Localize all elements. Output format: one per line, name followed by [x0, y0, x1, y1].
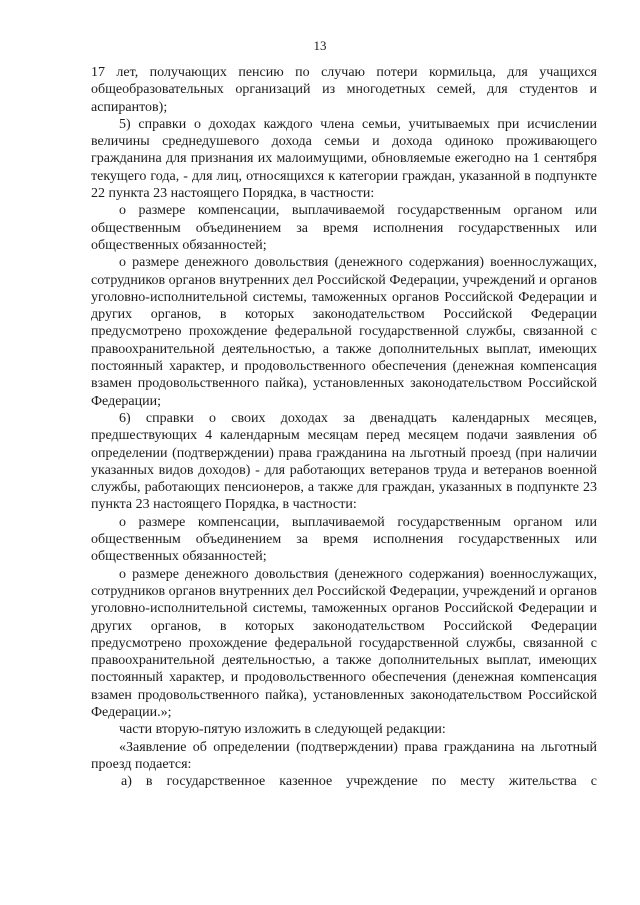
paragraph-compensation-1: о размере компенсации, выплачиваемой государственным органом или общественным объединением за время исполнения государственных или общественных обязанностей; [91, 203, 597, 253]
paragraph-compensation-2: о размере компенсации, выплачиваемой государственным органом или общественным объединением за время исполнения государственных или общественных обязанностей; [91, 514, 597, 565]
paragraph-item-6: 6) справки о своих доходах за двенадцать календарных месяцев, предшествующих 4 календарным месяцам перед месяцем подачи заявления об определении (подтверждении) права гражданина на льготный проезд (при наличии указанных видов доходов) - для работающих ветеранов труда и ветеранов военной службы, работающих пенсионеров, а также для граждан, указанных в подпункте 23 пункта 23 настоящего Порядка, в частности: [91, 410, 597, 513]
paragraph-application-clause: «Заявление об определении (подтверждении) права гражданина на льготный проезд подается: [91, 739, 597, 772]
document-body [91, 64, 597, 790]
paragraph-amendment-intro: части вторую-пятую изложить в следующей редакции: [119, 722, 446, 738]
paragraph-continuation: 17 лет, получающих пенсию по случаю потери кормильца, для учащихся общеобразовательных организаций из многодетных семей, для студентов и аспирантов); [91, 65, 597, 115]
page-number: 13 [313, 38, 327, 53]
paragraph-allowance-2: о размере денежного довольствия (денежного содержания) военнослужащих, сотрудников органов внутренних дел Российской Федерации, учреждений и органов уголовно-исполнительной системы, таможенных органов Российской Федерации и других органов, в которых законодательством Российской Федерации предусмотрено прохождение федеральной государственной службы, связанной с правоохранительной деятельностью, а также дополнительных выплат, имеющих постоянный характер, и продовольственного обеспечения (денежная компенсация взамен продовольственного пайка), установленных законодательством Российской Федерации.»; [91, 566, 597, 720]
paragraph-item-5: 5) справки о доходах каждого члена семьи, учитываемых при исчислении величины среднедушевого дохода семьи и дохода одиноко проживающего гражданина для признания их малоимущими, обновляемые ежегодно на 1 сентября текущего года, - для лиц, относящихся к категории граждан, указанной в подпункте 22 пункта 23 настоящего Порядка, в частности: [91, 116, 597, 202]
paragraph-subitem-a: а) в государственное казенное учреждение по месту жительства с [121, 774, 597, 790]
paragraph-allowance-1: о размере денежного довольствия (денежного содержания) военнослужащих, сотрудников органов внутренних дел Российской Федерации, учреждений и органов уголовно-исполнительной системы, таможенных органов Российской Федерации и других органов, в которых законодательством Российской Федерации предусмотрено прохождение федеральной государственной службы, связанной с правоохранительной деятельностью, а также дополнительных выплат, имеющих постоянный характер, и продовольственного обеспечения (денежная компенсация взамен продовольственного пайка), установленных законодательством Российской Федерации; [91, 255, 597, 409]
